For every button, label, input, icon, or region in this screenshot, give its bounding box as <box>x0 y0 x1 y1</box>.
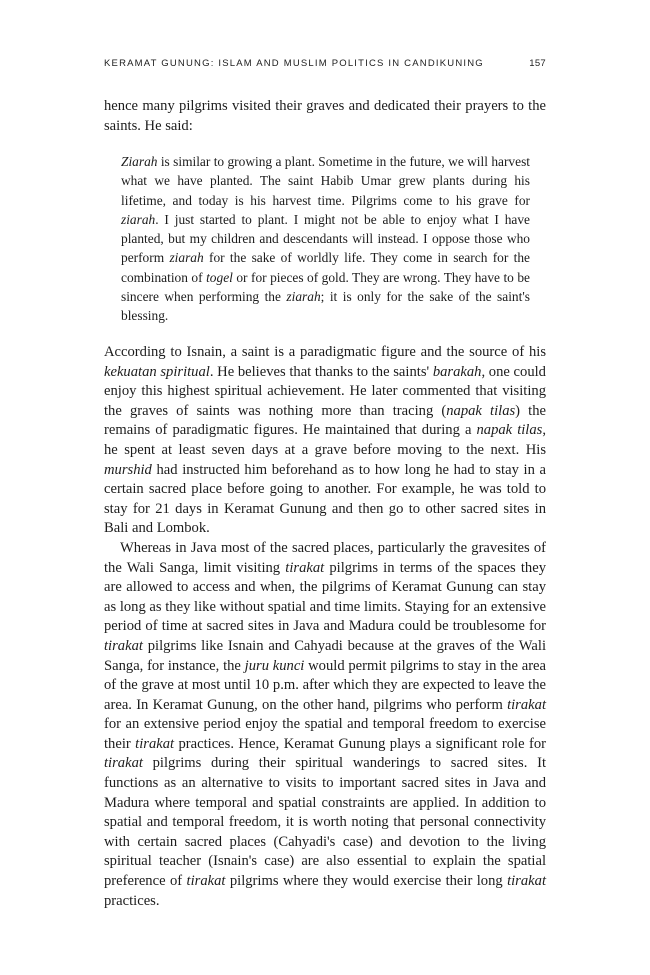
text-run: . He believes that thanks to the saints' <box>209 363 433 380</box>
italic-term: kekuatan spiritual <box>104 363 210 380</box>
java-paragraph <box>104 539 546 911</box>
italic-term: barakah <box>432 363 482 380</box>
italic-term: tirakat <box>507 696 546 713</box>
italic-term: murshid <box>104 461 152 478</box>
italic-term: napak tilas <box>446 402 516 419</box>
italic-term: napak tilas <box>476 422 543 439</box>
text-run: pilgrims like Isnain and Cahyadi because at the graves of the Wali Sanga, for instance, the <box>104 637 546 674</box>
text-run: . I just started to plant. I might not be able to enjoy what I have planted, but my children and descendants will instead. I oppose those who perform <box>121 211 530 266</box>
page-number: 157 <box>529 58 546 69</box>
text-run: pilgrims where they would exercise their long <box>225 873 508 890</box>
italic-term: tirakat <box>285 559 325 576</box>
text-run: , one could enjoy this highest spiritual achievement. He later commented that visiting the graves of saints was nothing more than tracing ( <box>104 363 546 419</box>
text-run: , he spent at least seven days at a grave before moving to the next. His <box>104 422 546 458</box>
italic-term: tirakat <box>104 637 143 654</box>
text-run: had instructed him beforehand as to how long he had to stay in a certain sacred place before going to another. For example, he was told to stay for 21 days in Keramat Gunung and then go to other sacred sites in Bali and Lombok. <box>104 461 546 537</box>
text-run: for the sake of worldly life. They come in search for the combination of <box>121 250 530 285</box>
italic-term: ziarah <box>286 289 321 305</box>
text-run: practices. <box>104 892 160 909</box>
italic-term: juru kunci <box>244 657 305 674</box>
body-text <box>104 343 546 911</box>
text-run: or for pieces of gold. They are wrong. They have to be sincere when performing the <box>121 269 530 305</box>
italic-term: tirakat <box>104 755 143 772</box>
block-quote <box>121 152 530 326</box>
italic-term: togel <box>206 269 233 285</box>
text-run: pilgrims during their spiritual wanderings to sacred sites. It functions as an alternative to visits to important sacred sites in Java and Madura where temporal and spatial constraints are applied. In addition to spatial and temporal freedom, it is worth noting that personal connectivity with certain sacred places (Cahyadi's case) and devotion to the living spiritual teacher (Isnain's case) are also essential to explain the spatial preference of <box>104 755 546 890</box>
italic-term: Ziarah <box>121 154 158 169</box>
italic-term: ziarah <box>169 250 204 266</box>
italic-term: ziarah <box>121 211 156 227</box>
text-run: Whereas in Java most of the sacred places, particularly the gravesites of the Wali Sanga, limit visiting <box>104 539 546 576</box>
text-run: ; it is only for the sake of the saint's blessing. <box>121 289 530 324</box>
running-title: KERAMAT GUNUNG: ISLAM AND MUSLIM POLITICS IN CANDIKUNING <box>104 58 484 69</box>
intro-paragraph <box>104 97 546 136</box>
text-run: pilgrims in terms of the spaces they are allowed to access and when, the pilgrims of Keramat Gunung can stay as long as they like without spatial and time limits. Staying for an extensive period of time at sacred sites in Java and Madura could be troublesome for <box>104 559 547 635</box>
text-run: would permit pilgrims to stay in the area of the grave at most until 10 p.m. after which they are expected to leave the area. In Keramat Gunung, on the other hand, pilgrims who perform <box>104 657 547 713</box>
italic-term: tirakat <box>186 873 226 890</box>
text-run: practices. Hence, Keramat Gunung plays a significant role for <box>174 735 546 752</box>
text-run: for an extensive period enjoy the spatial and temporal freedom to exercise their <box>104 716 546 752</box>
isnain-paragraph <box>104 343 546 539</box>
text-run: hence many pilgrims visited their graves and dedicated their prayers to the saints. He said: <box>104 98 546 134</box>
running-header <box>104 58 546 74</box>
text-run: According to Isnain, a saint is a paradigmatic figure and the source of his <box>104 344 546 360</box>
italic-term: tirakat <box>507 873 546 890</box>
italic-term: tirakat <box>135 735 175 752</box>
text-run: ) the remains of paradigmatic figures. He maintained that during a <box>104 402 546 439</box>
text-run: is similar to growing a plant. Sometime in the future, we will harvest what we have planted. The saint Habib Umar grew plants during his lifetime, and today is his harvest time. Pilgrims come to his grave for <box>121 154 530 208</box>
